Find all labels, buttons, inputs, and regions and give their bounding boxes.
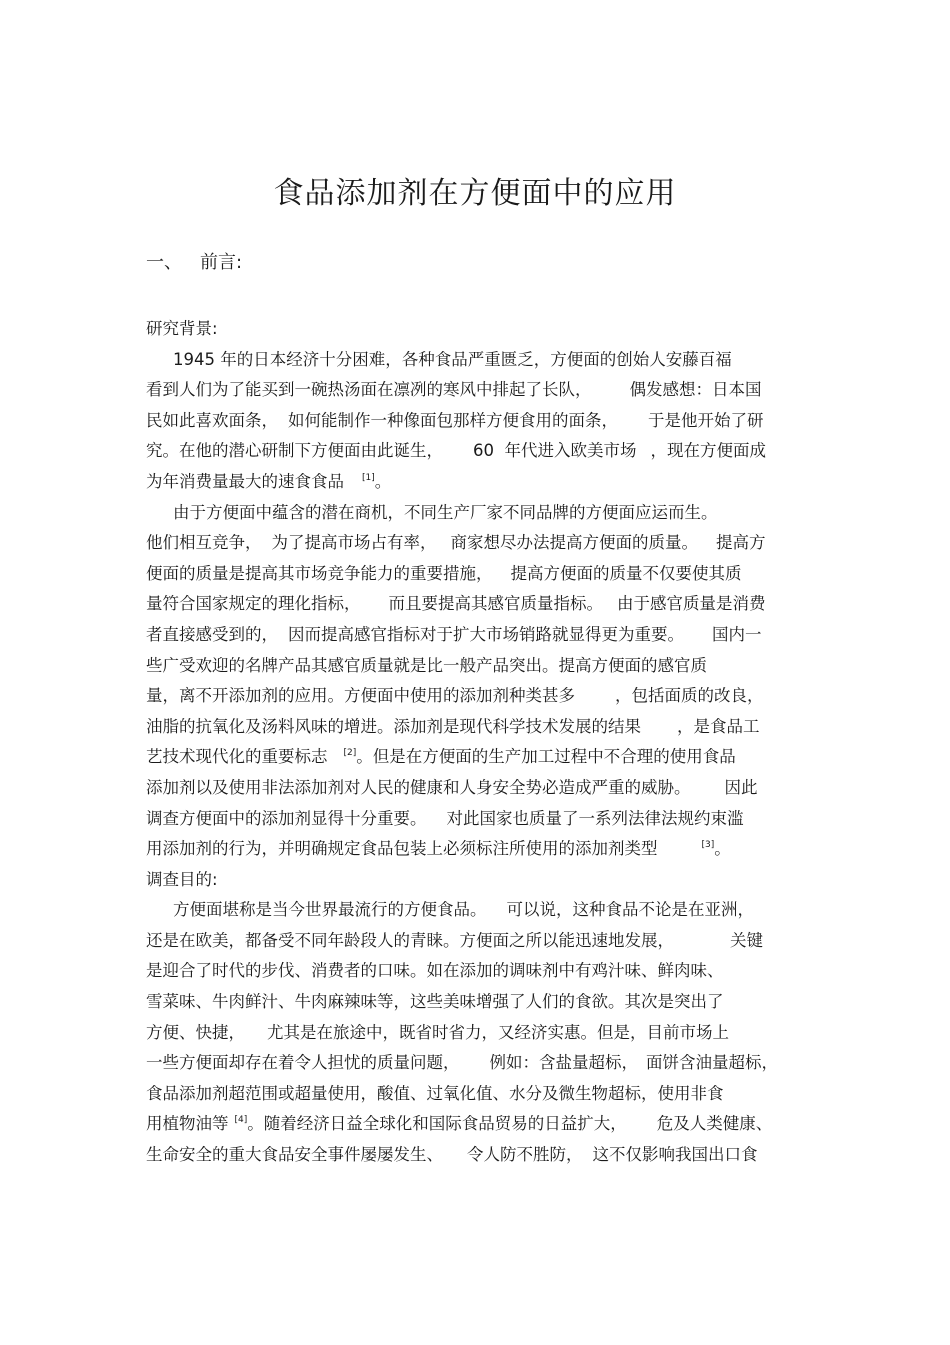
text-run: 这不仅影响我国出口食: [592, 1145, 758, 1165]
text-line: [146, 406, 816, 437]
text-line: [146, 773, 816, 804]
text-line: [146, 956, 816, 987]
text-run: 例如：含盐量超标，: [489, 1053, 638, 1073]
text-run: 因而提高感官指标对于扩大市场销路就显得更为重要。: [288, 624, 684, 644]
text-line: [146, 804, 816, 835]
text-run: 他们相互竞争，: [146, 533, 262, 553]
text-run: ，是食品工: [677, 716, 760, 736]
text-run: 因此: [724, 777, 758, 797]
text-run: 提高方: [716, 533, 766, 553]
text-run: 危及人类健康、: [656, 1114, 773, 1134]
text-run: 为年消费量最大的速食食品: [146, 471, 344, 491]
text-line: [146, 1018, 816, 1049]
text-run: 量，离不开添加剂的应用。方便面中使用的添加剂种类甚多: [146, 686, 575, 706]
text-run: 者直接感受到的，: [146, 624, 278, 644]
text-line: [146, 620, 816, 651]
text-line: [146, 498, 816, 529]
text-line: [146, 1109, 816, 1140]
text-run: 油脂的抗氧化及汤料风味的增进。添加剂是现代科学技术发展的结果: [146, 716, 641, 736]
text-run: 60 年代进入欧美市场: [473, 441, 637, 461]
text-run: 而且要提高其感官质量指标。: [388, 594, 603, 614]
text-line: [146, 314, 816, 345]
text-run: 用植物油等: [146, 1114, 229, 1134]
text-run: 调查目的:: [146, 869, 218, 889]
section-title: 前言:: [200, 252, 243, 273]
section-number: 一、: [146, 252, 182, 273]
text-run: 如何能制作一种像面包那样方便食用的面条，: [288, 410, 618, 430]
text-run: 。: [714, 839, 731, 859]
citation-ref: [4]: [234, 1115, 248, 1126]
text-line: [146, 926, 816, 957]
text-run: 调查方便面中的添加剂显得十分重要。: [146, 808, 427, 828]
text-run: 关键: [730, 930, 763, 950]
text-run: 食品添加剂超范围或超量使用，酸值、过氧化值、水分及微生物超标，使用非食: [146, 1083, 724, 1103]
text-run: 偶发感想：日本国: [629, 380, 762, 400]
text-run: ，现在方便面成: [650, 441, 766, 461]
text-line: [146, 742, 816, 773]
citation-ref: [3]: [701, 840, 715, 851]
text-line: [146, 589, 816, 620]
text-run: 于是他开始了研: [648, 410, 764, 430]
text-run: 方便面堪称是当今世界最流行的方便食品。: [173, 900, 487, 920]
text-line: [146, 345, 816, 376]
text-line: [146, 559, 816, 590]
text-run: 雪菜味、牛肉鲜汁、牛肉麻辣味等，这些美味增强了人们的食欲。其次是突出了: [146, 992, 724, 1012]
text-line: [146, 712, 816, 743]
text-run: 方便、快捷，: [146, 1022, 245, 1042]
text-run: 尤其是在旅途中，既省时省力，又经济实惠。但是，目前市场上: [267, 1022, 729, 1042]
text-run: 1945 年的日本经济十分困难，各种食品严重匮乏，方便面的创始人安藤百福: [173, 349, 732, 369]
text-run: 国内一: [712, 624, 762, 644]
text-run: 令人防不胜防，: [467, 1145, 583, 1165]
citation-ref: [1]: [362, 472, 375, 483]
text-line: [146, 467, 816, 498]
text-run: 一些方便面却存在着令人担忧的质量问题，: [146, 1053, 460, 1073]
document-body: [146, 314, 816, 1171]
text-line: [146, 681, 816, 712]
text-run: 由于感官质量是消费: [617, 594, 766, 614]
text-line: [146, 987, 816, 1018]
text-line: [146, 1079, 816, 1110]
citation-ref: [2]: [343, 748, 357, 759]
document-title: 食品添加剂在方便面中的应用: [273, 176, 677, 211]
text-run: 生命安全的重大食品安全事件屡屡发生、: [146, 1145, 443, 1165]
text-run: 由于方便面中蕴含的潜在商机，不同生产厂家不同品牌的方便面应运而生。: [173, 502, 718, 522]
text-line: [146, 1048, 816, 1079]
text-run: 用添加剂的行为，并明确规定食品包装上必须标注所使用的添加剂类型: [146, 839, 658, 859]
text-line: [146, 436, 816, 467]
text-run: 面饼含油量超标，: [646, 1053, 778, 1073]
text-run: ，包括面质的改良，: [615, 686, 764, 706]
text-line: [146, 651, 816, 682]
text-run: 艺技术现代化的重要标志: [146, 747, 328, 767]
text-run: 究。在他的潜心研制下方便面由此诞生，: [146, 441, 443, 461]
text-run: 。但是在方便面的生产加工过程中不合理的使用食品: [356, 747, 736, 767]
text-run: 看到人们为了能买到一碗热汤面在凛冽的寒风中排起了长队，: [146, 380, 592, 400]
text-line: [146, 895, 816, 926]
text-run: 对此国家也质量了一系列法律法规约束滥: [446, 808, 744, 828]
text-run: 添加剂以及使用非法添加剂对人民的健康和人身安全势必造成严重的威胁。: [146, 777, 691, 797]
text-run: 提高方便面的质量不仅要使其质: [510, 563, 742, 583]
text-run: 些广受欢迎的名牌产品其感官质量就是比一般产品突出。提高方便面的感官质: [146, 655, 707, 675]
text-run: 商家想尽办法提高方便面的质量。: [450, 533, 698, 553]
text-line: [146, 834, 816, 865]
section-heading: [146, 250, 242, 276]
text-run: 。随着经济日益全球化和国际食品贸易的日益扩大，: [247, 1114, 627, 1134]
text-run: 量符合国家规定的理化指标，: [146, 594, 361, 614]
text-line: [146, 528, 816, 559]
text-line: [146, 865, 816, 896]
text-line: [146, 375, 816, 406]
text-run: 为了提高市场占有率，: [271, 533, 437, 553]
text-run: 还是在欧美，都备受不同年龄段人的青睐。方便面之所以能迅速地发展，: [146, 930, 674, 950]
text-line: [146, 1140, 816, 1171]
text-run: 研究背景:: [146, 319, 218, 338]
text-run: 是迎合了时代的步伐、消费者的口味。如在添加的调味剂中有鸡汁味、鲜肉味、: [146, 961, 724, 981]
text-run: 。: [374, 471, 392, 491]
text-run: 可以说，这种食品不论是在亚洲，: [506, 900, 754, 920]
text-run: 民如此喜欢面条，: [146, 410, 278, 430]
text-run: 便面的质量是提高其市场竞争能力的重要措施，: [146, 563, 493, 583]
